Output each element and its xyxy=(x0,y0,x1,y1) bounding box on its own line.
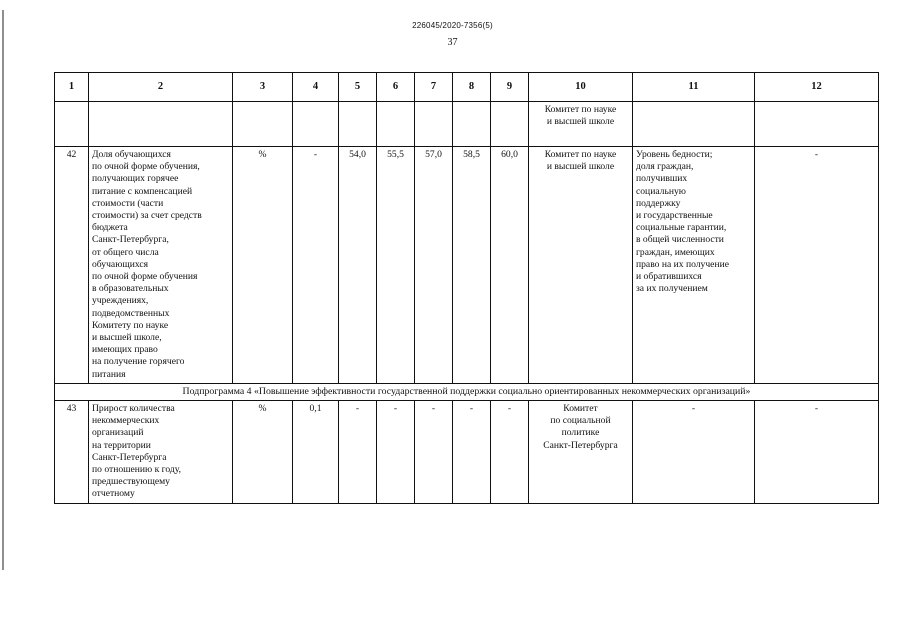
indicator-name: Доля обучающихся по очной форме обучения, получающих горячее питание с компенсацией стоимости (части стоимости) за счет средств бюджета Санкт-Петербурга, от общего числа обучающихся по очной форме обучения в образовательных учреждениях, подведомственных Комитету по науке и высшей школе, имеющих право на получение горячего питания xyxy=(89,147,233,384)
table-cell xyxy=(89,102,233,147)
responsible-authority: Комитет по науке и высшей школе xyxy=(529,102,633,147)
column-number-row xyxy=(55,73,879,102)
unit: % xyxy=(233,401,293,504)
column-header: 9 xyxy=(491,73,529,102)
column-header: 5 xyxy=(339,73,377,102)
row-number: 42 xyxy=(55,147,89,384)
value-col8: - xyxy=(453,401,491,504)
table-cell xyxy=(453,102,491,147)
table-cell xyxy=(233,102,293,147)
value-col4: - xyxy=(293,147,339,384)
column-header: 8 xyxy=(453,73,491,102)
value-col8: 58,5 xyxy=(453,147,491,384)
table-row-42 xyxy=(55,147,879,384)
continued-row xyxy=(55,102,879,147)
page-number: 37 xyxy=(447,37,458,48)
column-header: 1 xyxy=(55,73,89,102)
table-cell xyxy=(755,102,879,147)
value-col6: 55,5 xyxy=(377,147,415,384)
table-cell xyxy=(415,102,453,147)
table-cell xyxy=(339,102,377,147)
value-col7: - xyxy=(415,401,453,504)
scan-edge-mark xyxy=(2,10,7,570)
table-cell xyxy=(293,102,339,147)
column-header: 4 xyxy=(293,73,339,102)
document-id: 226045/2020-7356(5) xyxy=(412,21,493,30)
table-row-43 xyxy=(55,401,879,504)
indicators-table xyxy=(54,72,879,504)
value-col12: - xyxy=(755,401,879,504)
value-col9: - xyxy=(491,401,529,504)
value-col5: 54,0 xyxy=(339,147,377,384)
indicator-name: Прирост количества некоммерческих организаций на территории Санкт-Петербурга по отношению к году, предшествующему отчетному xyxy=(89,401,233,504)
row-number: 43 xyxy=(55,401,89,504)
column-header: 3 xyxy=(233,73,293,102)
table-cell xyxy=(55,102,89,147)
column-header: 6 xyxy=(377,73,415,102)
column-header: 12 xyxy=(755,73,879,102)
responsible-authority: Комитет по социальной политике Санкт-Петербурга xyxy=(529,401,633,504)
value-col7: 57,0 xyxy=(415,147,453,384)
unit: % xyxy=(233,147,293,384)
value-col9: 60,0 xyxy=(491,147,529,384)
value-col6: - xyxy=(377,401,415,504)
table-cell xyxy=(377,102,415,147)
value-col12: - xyxy=(755,147,879,384)
related-indicator: Уровень бедности; доля граждан, получивших социальную поддержку и государственные социальные гарантии, в общей численности граждан, имеющих право на их получение и обратившихся за их получением xyxy=(633,147,755,384)
column-header: 10 xyxy=(529,73,633,102)
value-col5: - xyxy=(339,401,377,504)
table-cell xyxy=(491,102,529,147)
column-header: 11 xyxy=(633,73,755,102)
value-col4: 0,1 xyxy=(293,401,339,504)
subprogram-title: Подпрограмма 4 «Повышение эффективности государственной поддержки социально ориентированных некоммерческих организаций» xyxy=(55,383,879,400)
table-cell xyxy=(633,102,755,147)
responsible-authority: Комитет по науке и высшей школе xyxy=(529,147,633,384)
column-header: 2 xyxy=(89,73,233,102)
related-indicator: - xyxy=(633,401,755,504)
column-header: 7 xyxy=(415,73,453,102)
subprogram-row xyxy=(55,383,879,400)
